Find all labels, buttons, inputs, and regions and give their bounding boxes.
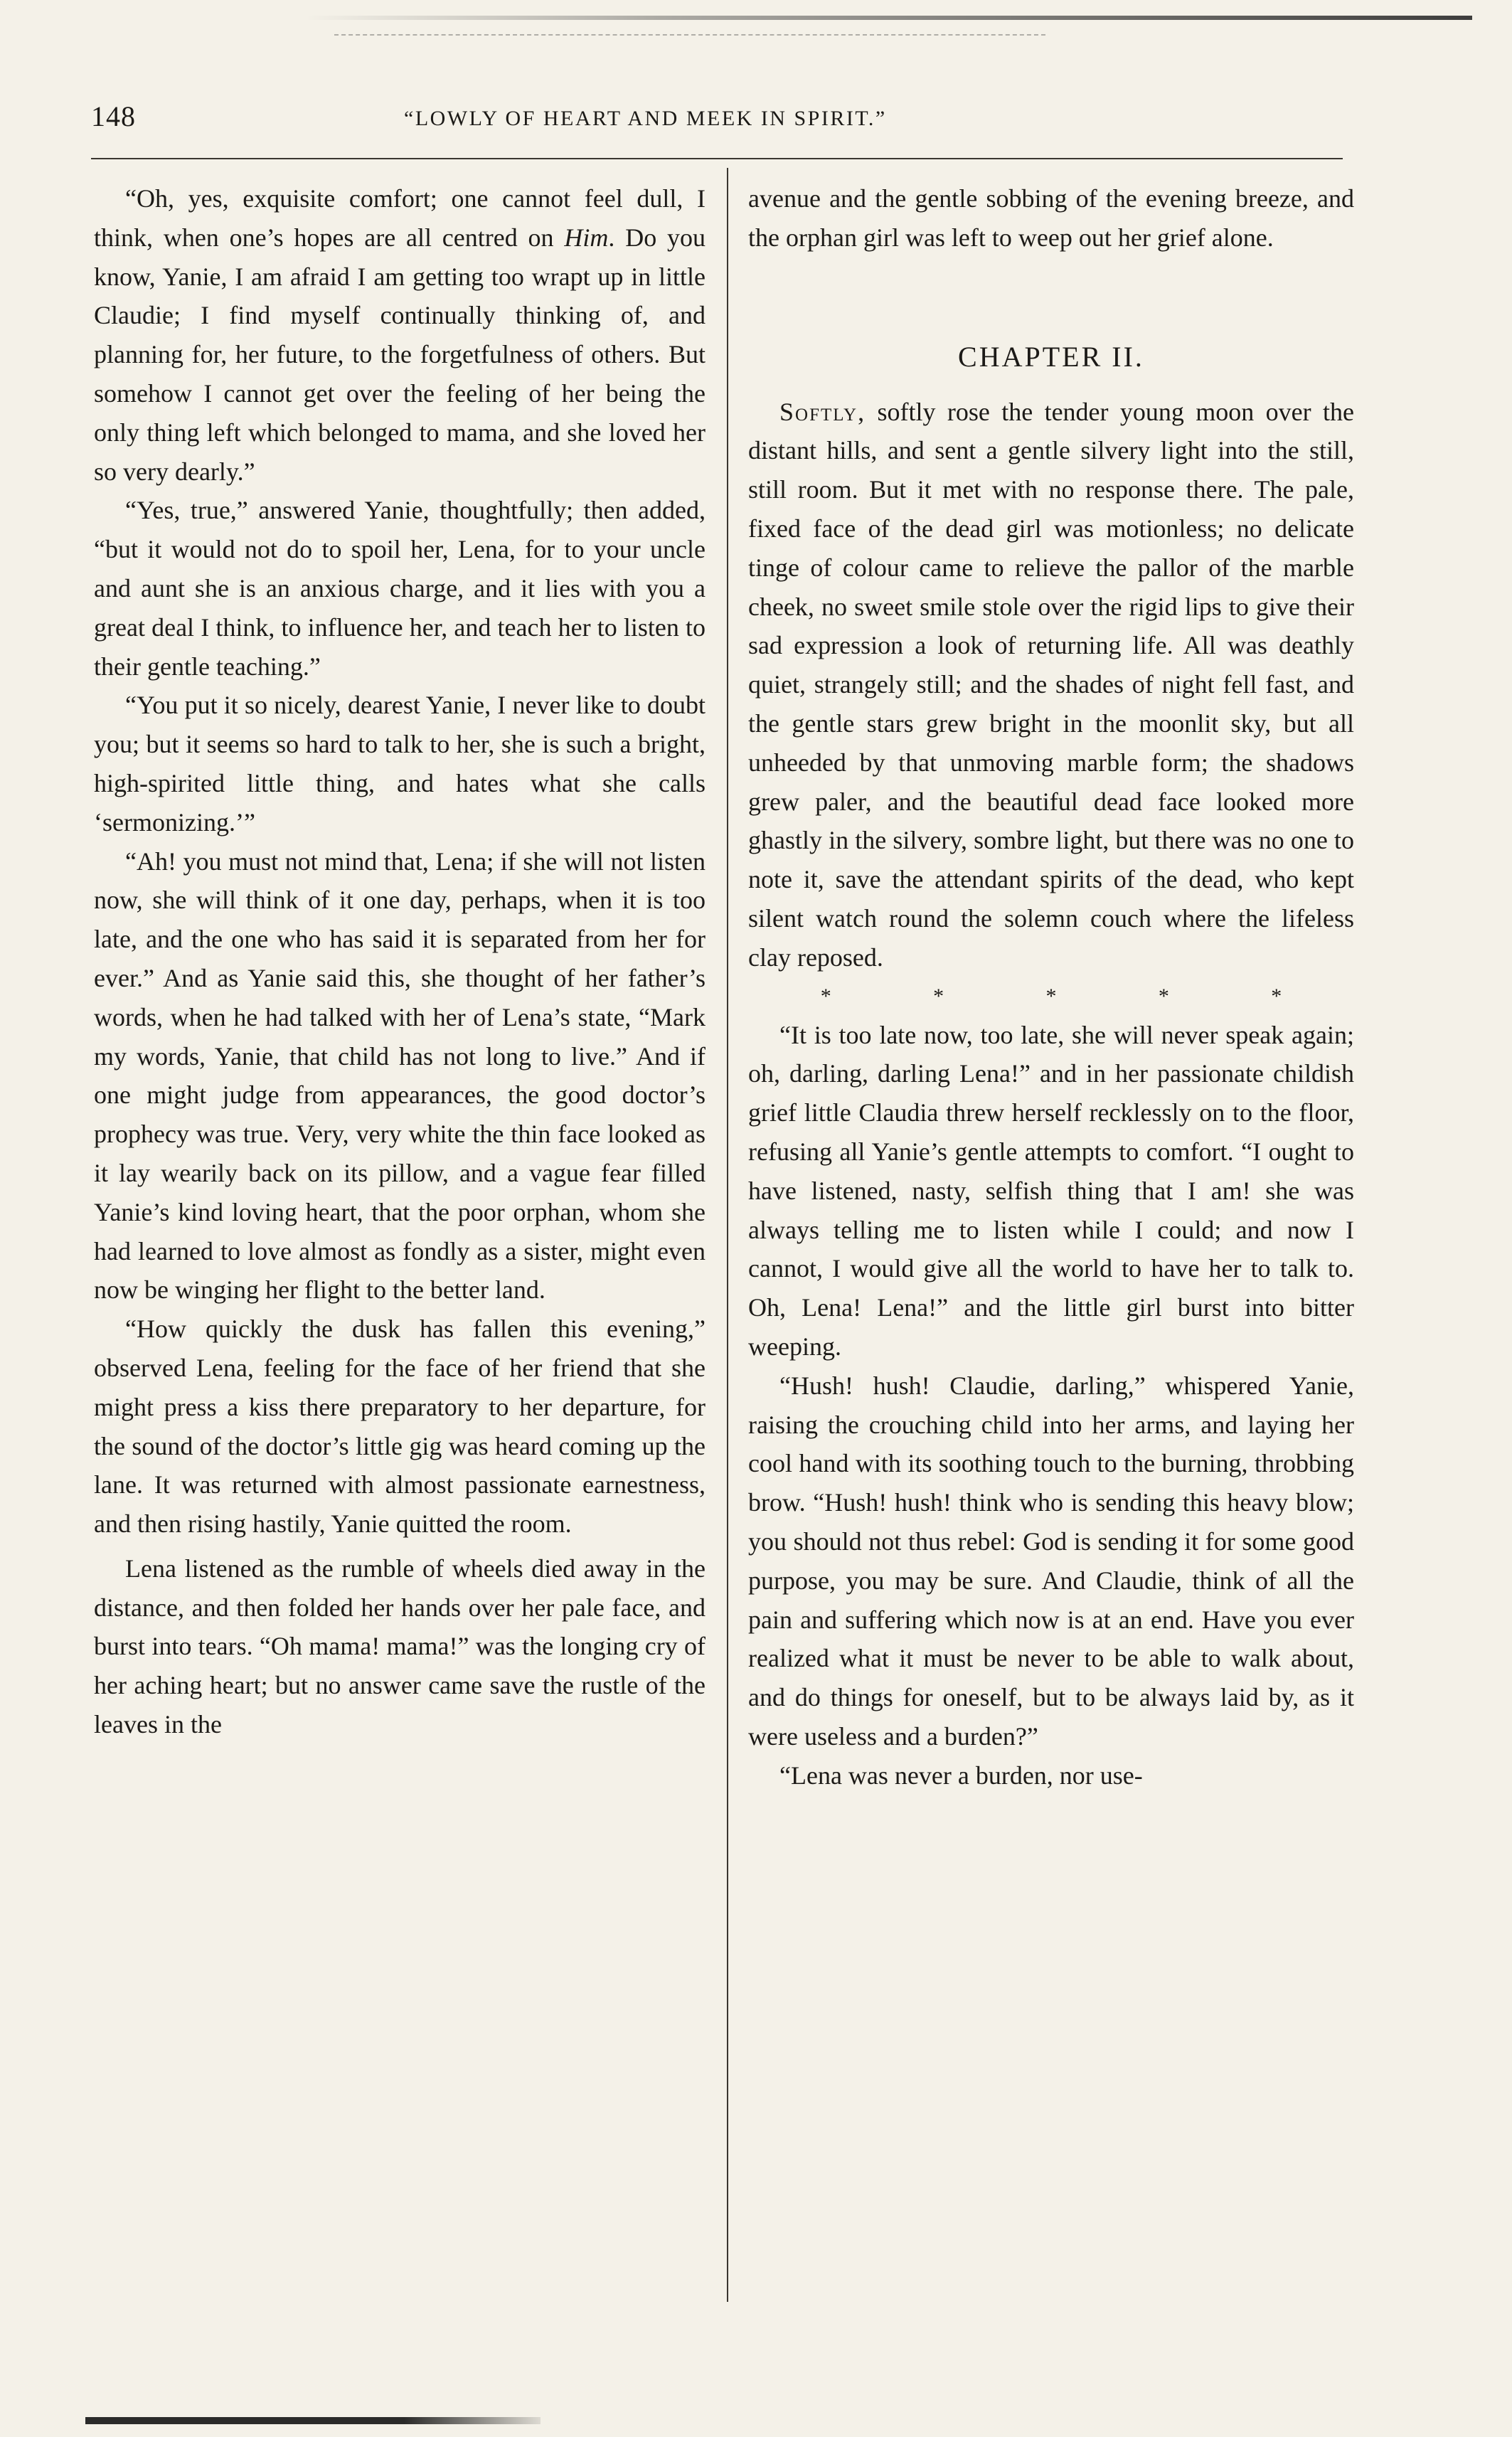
page-number: 148: [91, 100, 136, 132]
scan-noise-top: [334, 34, 1045, 37]
text-run: . Do you know, Yanie, I am afraid I am getting too wrapt up in little Claudie; I find myself continually thinking of, and planning for, her future, to the forgetfulness of others. But somehow I cannot get over the feeling of her being the only thing left which belonged to mama, and she loved her so very dearly.”: [94, 223, 706, 486]
right-column: [748, 179, 1354, 1795]
left-column: [94, 179, 706, 1744]
italic-word: Him: [564, 223, 609, 252]
chapter-heading: CHAPTER II.: [958, 340, 1144, 373]
star-glyph: *: [1045, 984, 1057, 1008]
page-header: [91, 100, 1343, 142]
text-run: “Oh, yes, exquisite comfort; one cannot feel dull, I think, when one’s hopes are all centred on: [94, 184, 706, 252]
scan-edge-top: [306, 16, 1472, 20]
star-glyph: *: [933, 984, 944, 1008]
paragraph: “It is too late now, too late, she will never speak again; oh, darling, darling Lena!” and in her passionate childish grief little Claudia threw herself recklessly on to the floor, refusing all Yanie’s gentle attempts to comfort. “I ought to have listened, nasty, selfish thing that I am! she was always telling me to listen while I could; and now I cannot, I would give all the world to have her to talk to. Oh, Lena! Lena!” and the little girl burst into bitter weeping.: [748, 1020, 1354, 1361]
header-rule: [91, 158, 1343, 159]
paragraph: “Hush! hush! Claudie, darling,” whispered Yanie, raising the crouching child into her arms, and laying her cool hand with its soothing touch to the burning, throbbing brow. “Hush! hush! think who is sending this heavy blow; you should not thus rebel: God is sending it for some good purpose, you may be sure. And Claudie, think of all the pain and suffering which now is at an end. Have you ever realized what it must be never to be able to walk about, and do things for oneself, but to be always laid by, as it were useless and a burden?”: [748, 1371, 1354, 1751]
scan-edge-bottom: [85, 2417, 541, 2424]
paragraph: [748, 393, 1354, 977]
text-run: softly rose the tender young moon over the distant hills, and sent a gentle silvery light into the still, still room. But it met with no response there. The pale, fixed face of the dead girl was motionless; no delicate tinge of colour came to relieve the pallor of the marble cheek, no sweet smile stole over the rigid lips to give their sad expression a look of returning life. All was deathly quiet, strangely still; and the shades of night fell fast, and the gentle stars grew bright in the moonlit sky, but all unheeded by that unmoving marble form; the shadows grew paler, and the beautiful dead face looked more ghastly in the silvery, sombre light, but there was no one to note it, save the attendant spirits of the dead, who kept silent watch round the solemn couch where the lifeless clay reposed.: [748, 397, 1354, 972]
section-break-stars: [748, 977, 1354, 1016]
star-glyph: *: [1158, 984, 1169, 1008]
running-title: “LOWLY OF HEART AND MEEK IN SPIRIT.”: [404, 107, 887, 130]
paragraph-continued: avenue and the gentle sobbing of the evening breeze, and the orphan girl was left to weep out her grief alone.: [748, 184, 1354, 252]
paragraph: “How quickly the dusk has fallen this evening,” observed Lena, feeling for the face of her friend that she might press a kiss there preparatory to her departure, for the sound of the doctor’s little gig was heard coming up the lane. It was returned with almost passionate earnestness, and then rising hastily, Yanie quitted the room.: [94, 1315, 706, 1539]
column-divider: [727, 168, 728, 2302]
paragraph: Lena listened as the rumble of wheels died away in the distance, and then folded her hands over her pale face, and burst into tears. “Oh mama! mama!” was the longing cry of her aching heart; but no answer came save the rustle of the leaves in the: [94, 1554, 706, 1739]
paragraph: [94, 179, 706, 491]
paragraph: “You put it so nicely, dearest Yanie, I never like to doubt you; but it seems so hard to talk to her, she is such a bright, high-spirited little thing, and hates what she calls ‘sermonizing.’”: [94, 691, 706, 837]
paragraph: “Ah! you must not mind that, Lena; if she will not listen now, she will think of it one day, perhaps, when it is too late, and the one who has said it is separated from her for ever.” And as Yanie said this, she thought of her father’s words, when he had talked with her of Lena’s state, “Mark my words, Yanie, that child has not long to live.” And if one might judge from appearances, the good doctor’s prophecy was true. Very, very white the thin face looked as it lay wearily back on its pillow, and a vague fear filled Yanie’s kind loving heart, that the poor orphan, whom she had learned to love almost as fondly as a sister, might even now be winging her flight to the better land.: [94, 846, 706, 1305]
star-glyph: *: [1271, 984, 1282, 1008]
paragraph: “Yes, true,” answered Yanie, thoughtfully; then added, “but it would not do to spoil her, Lena, for to your uncle and aunt she is an anxious charge, and it lies with you a great deal I think, to influence her, and teach her to listen to their gentle teaching.”: [94, 496, 706, 681]
star-glyph: *: [820, 984, 831, 1008]
drop-lead-word: Softly,: [779, 397, 866, 426]
paragraph: “Lena was never a burden, nor use-: [779, 1761, 1143, 1790]
